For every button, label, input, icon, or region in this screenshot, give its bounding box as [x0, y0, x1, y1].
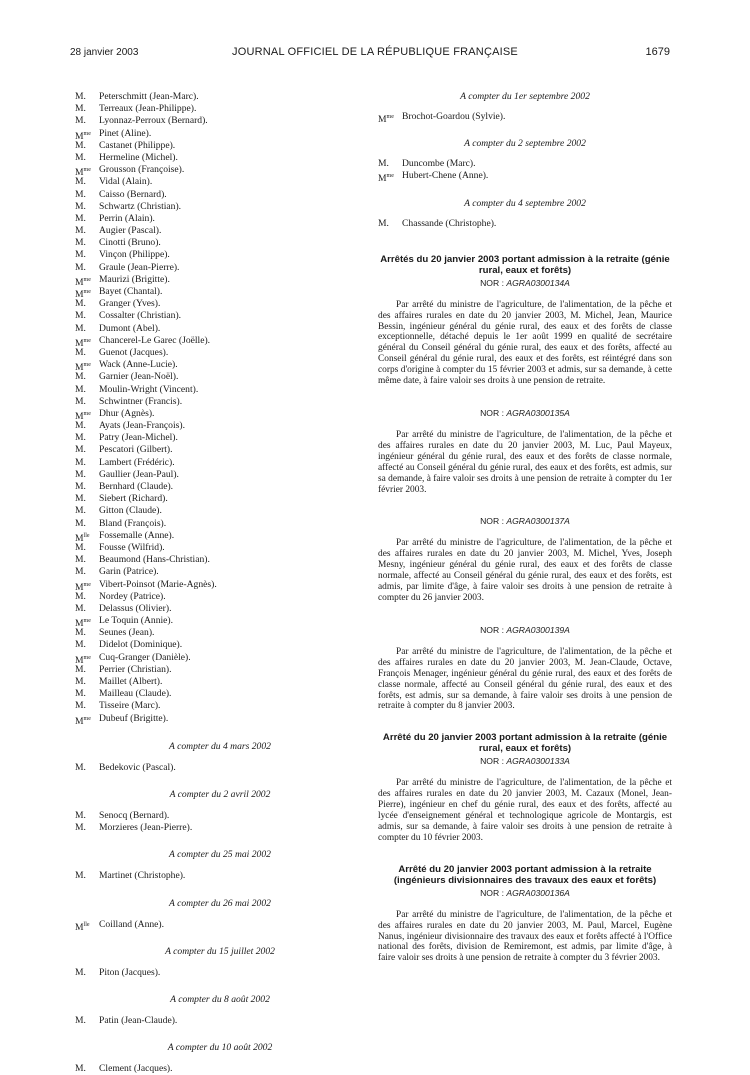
person-name: Vinçon (Philippe).	[99, 249, 170, 261]
civility: M.	[75, 493, 86, 505]
section-title: Arrêté du 20 janvier 2003 portant admission à la retraite (ingénieurs divisionnaires des travaux des eaux et forêts)	[393, 863, 657, 886]
person-name: Hubert-Chene (Anne).	[402, 170, 489, 182]
civility: $M^{me}$	[75, 581, 91, 593]
civility: $M^{me}$	[75, 654, 91, 666]
name-entry	[75, 505, 365, 517]
person-name: Schwintner (Francis).	[99, 395, 183, 407]
name-entry	[75, 530, 365, 542]
date-group	[378, 91, 672, 123]
person-name: Garnier (Jean-Noël).	[99, 371, 179, 383]
person-name: Fossemalle (Anne).	[99, 529, 175, 541]
person-name: Chancerel-Le Garec (Joëlle).	[99, 334, 211, 346]
person-name: Grousson (Françoise).	[99, 164, 185, 176]
decree-section	[378, 732, 672, 843]
header-date: 28 janvier 2003	[70, 47, 139, 58]
name-entry	[75, 554, 365, 566]
nor-code: AGRA0300135A	[506, 408, 570, 418]
person-name: Peterschmitt (Jean-Marc).	[99, 91, 199, 102]
retiree-name-list	[75, 91, 365, 725]
civility: M.	[75, 322, 86, 334]
name-entry	[378, 111, 672, 123]
person-name: Bernhard (Claude).	[99, 481, 174, 492]
civility: M.	[75, 310, 86, 322]
name-entry	[75, 1063, 365, 1075]
civility: M.	[75, 176, 86, 188]
civility: M.	[75, 870, 86, 882]
civility: M.	[378, 158, 389, 170]
person-name: Pinet (Aline).	[99, 127, 152, 139]
civility: M.	[378, 217, 389, 229]
decree-paragraph: Par arrêté du ministre de l'agriculture, de l'alimentation, de la pêche et des affaires rurales en date du 20 janvier 2003, M. Michel, Jean, Maurice Bessin, ingénieur général du génie rural, des eaux et des forêts de classe exceptionnelle, détaché depuis le 1er août 1999 en qualité de secrétaire général du Conseil général du génie rural, des eaux et des forêts, affecté au Conseil général du génie rural, des eaux et des forêts, est réintégré dans son corps d'origine à compter du 15 février 2003 et admis, sur sa demande, à cette même date, à faire valoir ses droits à une pension de retraite.	[378, 299, 672, 387]
decree-paragraph: Par arrêté du ministre de l'agriculture, de l'alimentation, de la pêche et des affaires rurales en date du 20 janvier 2003, M. Michel, Yves, Joseph Mesny, ingénieur général du génie rural, des eaux et des forêts de classe normale, affecté au Conseil général du génie rural, des eaux et des forêts, est admis, par limite d'âge, à faire valoir ses droits à une pension de retraite à compter du 26 janvier 2003.	[378, 538, 672, 603]
nor-label: NOR :	[480, 516, 507, 527]
name-entry	[75, 152, 365, 164]
nor-reference	[378, 756, 672, 766]
effective-date-heading: A compter du 1er septembre 2002	[460, 91, 590, 102]
name-entry	[75, 591, 365, 603]
civility: M.	[75, 1063, 86, 1075]
person-name: Siebert (Richard).	[99, 493, 168, 505]
civility: M.	[75, 505, 86, 517]
civility: M.	[75, 481, 86, 492]
civility: M.	[75, 346, 86, 358]
person-name: Chassande (Christophe).	[402, 217, 497, 229]
civility: M.	[75, 420, 86, 432]
person-name: Perrier (Christian).	[99, 663, 172, 675]
person-name: Brochot-Goardou (Sylvie).	[402, 111, 506, 122]
name-entry	[75, 384, 365, 396]
name-entry	[75, 274, 365, 286]
civility: M.	[75, 432, 86, 444]
name-entry	[75, 371, 365, 383]
date-group	[75, 898, 365, 931]
name-entry	[75, 432, 365, 444]
name-entry	[75, 542, 365, 554]
decree-paragraph: Par arrêté du ministre de l'agriculture, de l'alimentation, de la pêche et des affaires rurales en date du 20 janvier 2003, M. Luc, Paul Mayeux, ingénieur général du génie rural, des eaux et des forêts de classe normale, affecté au Conseil général du génie rural, des eaux et des forêts, est admis, sur sa demande, à faire valoir ses droits à une pension de retraite à compter du 1er février 2003.	[378, 430, 672, 495]
person-name: Didelot (Dominique).	[99, 639, 183, 651]
effective-date-heading: A compter du 2 septembre 2002	[464, 138, 586, 150]
effective-date-heading: A compter du 26 mai 2002	[169, 897, 271, 909]
civility: M.	[75, 809, 86, 821]
page-number: 1679	[645, 46, 670, 58]
name-entry	[75, 262, 365, 274]
person-name: Maurizi (Brigitte).	[99, 273, 170, 285]
name-entry	[75, 688, 365, 700]
civility: M.	[75, 676, 86, 687]
name-entry	[75, 676, 365, 688]
person-name: Clement (Jacques).	[99, 1063, 173, 1075]
civility: M.	[75, 639, 86, 651]
name-entry	[75, 115, 365, 127]
person-name: Hermeline (Michel).	[99, 151, 178, 163]
nor-code: AGRA0300133A	[506, 756, 570, 767]
civility: $M^{me}$	[378, 173, 394, 185]
person-name: Le Toquin (Annie).	[99, 615, 174, 627]
date-group	[75, 994, 365, 1027]
name-entry	[75, 408, 365, 420]
name-entry	[75, 359, 365, 374]
person-name: Bedekovic (Pascal).	[99, 761, 176, 773]
nor-code: AGRA0300139A	[506, 624, 570, 635]
person-name: Gitton (Claude).	[99, 505, 162, 517]
name-entry	[75, 518, 365, 530]
name-entry	[75, 652, 365, 664]
person-name: Coilland (Anne).	[99, 918, 165, 930]
civility: M.	[75, 200, 86, 212]
left-dated-groups	[75, 741, 365, 1075]
civility: $M^{me}$	[75, 410, 91, 422]
nor-reference	[378, 888, 672, 898]
effective-date-heading: A compter du 25 mai 2002	[169, 849, 271, 861]
civility: M.	[75, 456, 86, 468]
civility: $M^{lle}$	[75, 921, 90, 933]
group-name-list	[75, 762, 365, 774]
name-entry	[75, 762, 365, 774]
person-name: Senocq (Bernard).	[99, 809, 170, 821]
civility: M.	[75, 188, 86, 200]
person-name: Cossalter (Christian).	[99, 310, 182, 322]
person-name: Piton (Jacques).	[99, 966, 161, 978]
civility: M.	[75, 966, 86, 978]
civility: $M^{me}$	[75, 362, 91, 374]
group-name-list	[75, 967, 365, 979]
name-entry	[75, 298, 365, 310]
name-entry	[75, 323, 365, 335]
person-name: Dhur (Agnès).	[99, 407, 155, 419]
date-group	[75, 1042, 365, 1075]
civility: M.	[75, 444, 86, 456]
person-name: Terreaux (Jean-Philippe).	[99, 103, 197, 115]
civility: M.	[75, 566, 86, 578]
person-name: Lambert (Frédéric).	[99, 456, 175, 468]
person-name: Nordey (Patrice).	[99, 590, 166, 602]
civility: M.	[75, 627, 86, 639]
nor-label: NOR :	[480, 277, 507, 288]
name-entry	[75, 664, 365, 676]
group-name-list	[75, 1063, 365, 1075]
civility: M.	[75, 663, 86, 675]
group-name-list	[378, 111, 672, 123]
civility: M.	[75, 91, 86, 102]
right-dated-groups	[378, 91, 672, 230]
name-entry	[75, 347, 365, 359]
person-name: Vibert-Poinsot (Marie-Agnès).	[99, 578, 217, 590]
civility: $M^{lle}$	[75, 532, 90, 544]
person-name: Castanet (Philippe).	[99, 139, 176, 151]
person-name: Wack (Anne-Lucie).	[99, 359, 178, 371]
date-group	[75, 789, 365, 834]
person-name: Patin (Jean-Claude).	[99, 1014, 178, 1026]
civility: M.	[75, 383, 86, 395]
section-title: Arrêtés du 20 janvier 2003 portant admission à la retraite (génie rural, eaux et forêts)	[380, 253, 670, 276]
civility: M.	[75, 115, 86, 127]
nor-label: NOR :	[480, 887, 507, 898]
civility: M.	[75, 298, 86, 310]
civility: M.	[75, 517, 86, 529]
name-entry	[75, 249, 365, 261]
group-name-list	[75, 870, 365, 882]
name-entry	[75, 822, 365, 834]
person-name: Granger (Yves).	[99, 298, 161, 310]
name-entry	[75, 713, 365, 725]
name-entry	[75, 103, 365, 115]
nor-label: NOR :	[480, 624, 507, 635]
person-name: Cinotti (Bruno).	[99, 237, 161, 249]
civility: $M^{me}$	[75, 130, 91, 142]
civility: M.	[75, 590, 86, 602]
name-entry	[75, 225, 365, 237]
name-entry	[75, 469, 365, 481]
civility: M.	[75, 212, 86, 224]
civility: M.	[75, 688, 86, 700]
name-entry	[75, 919, 365, 931]
page-header	[0, 0, 750, 60]
right-column	[378, 91, 672, 964]
civility: $M^{me}$	[75, 276, 91, 288]
decree-sections	[378, 254, 672, 965]
civility: M.	[75, 822, 86, 834]
group-name-list	[75, 919, 365, 931]
name-entry	[378, 158, 672, 170]
civility: M.	[75, 225, 86, 237]
civility: M.	[75, 554, 86, 566]
civility: M.	[75, 700, 86, 712]
decree-section	[378, 254, 672, 713]
civility: M.	[75, 468, 86, 480]
civility: $M^{me}$	[75, 715, 91, 727]
name-entry	[75, 286, 365, 298]
person-name: Maillet (Albert).	[99, 676, 163, 687]
civility: M.	[75, 151, 86, 163]
group-name-list	[378, 158, 672, 185]
civility: M.	[75, 139, 86, 151]
group-name-list	[378, 218, 672, 230]
name-entry	[75, 140, 365, 152]
name-entry	[75, 627, 365, 639]
name-entry	[75, 1015, 365, 1027]
section-title: Arrêté du 20 janvier 2003 portant admission à la retraite (génie rural, eaux et forêts)	[382, 732, 668, 755]
civility: M.	[75, 541, 86, 553]
group-name-list	[75, 1015, 365, 1027]
name-entry	[75, 176, 365, 188]
name-entry	[75, 420, 365, 432]
nor-reference	[378, 625, 672, 635]
person-name: Vidal (Alain).	[99, 176, 153, 188]
date-group	[378, 198, 672, 230]
name-entry	[75, 493, 365, 505]
person-name: Delassus (Olivier).	[99, 602, 172, 614]
decree-paragraph: Par arrêté du ministre de l'agriculture, de l'alimentation, de la pêche et des affaires rurales en date du 20 janvier 2003, M. Paul, Marcel, Eugène Nanus, ingénieur divisionnaire des travaux des eaux et forêts affecté à l'Office national des forêts, division de Remiremont, est admis, par limite d'âge, à faire valoir ses droits à une pension de retraite à compter du 3 février 2003.	[378, 909, 672, 964]
name-entry	[75, 603, 365, 615]
nor-reference	[378, 516, 672, 526]
group-name-list	[75, 810, 365, 834]
person-name: Dubeuf (Brigitte).	[99, 712, 169, 724]
person-name: Beaumond (Hans-Christian).	[99, 554, 210, 566]
person-name: Guenot (Jacques).	[99, 346, 169, 358]
person-name: Cuq-Granger (Danièle).	[99, 651, 191, 663]
effective-date-heading: A compter du 15 juillet 2002	[165, 945, 275, 957]
name-entry	[75, 579, 365, 591]
person-name: Graule (Jean-Pierre).	[99, 261, 180, 273]
journal-title: JOURNAL OFFICIEL DE LA RÉPUBLIQUE FRANÇAISE	[232, 46, 518, 58]
civility: M.	[75, 602, 86, 614]
person-name: Duncombe (Marc).	[402, 158, 476, 170]
name-entry	[75, 481, 365, 493]
name-entry	[378, 218, 672, 230]
nor-code: AGRA0300134A	[506, 277, 570, 288]
name-entry	[75, 164, 365, 179]
name-entry	[75, 566, 365, 578]
left-column	[75, 91, 365, 1075]
person-name: Bland (François).	[99, 517, 167, 529]
person-name: Seunes (Jean).	[99, 627, 155, 639]
civility: M.	[75, 237, 86, 249]
person-name: Fousse (Wilfrid).	[99, 541, 165, 553]
date-group	[75, 849, 365, 882]
nor-reference	[378, 278, 672, 288]
effective-date-heading: A compter du 4 septembre 2002	[464, 197, 586, 209]
nor-label: NOR :	[480, 408, 507, 418]
civility: M.	[75, 395, 86, 407]
name-entry	[75, 639, 365, 651]
civility: $M^{me}$	[378, 114, 394, 125]
name-entry	[75, 237, 365, 249]
person-name: Lyonnaz-Perroux (Bernard).	[99, 115, 208, 127]
name-entry	[75, 91, 365, 103]
person-name: Gaullier (Jean-Paul).	[99, 468, 179, 480]
name-entry	[75, 201, 365, 213]
civility: M.	[75, 249, 86, 261]
name-entry	[75, 615, 365, 630]
name-entry	[75, 967, 365, 979]
person-name: Perrin (Alain).	[99, 212, 155, 224]
name-entry	[75, 213, 365, 225]
effective-date-heading: A compter du 10 août 2002	[167, 1042, 273, 1054]
effective-date-heading: A compter du 4 mars 2002	[169, 740, 271, 752]
name-entry	[75, 700, 365, 712]
effective-date-heading: A compter du 2 avril 2002	[169, 788, 271, 800]
nor-label: NOR :	[480, 756, 507, 767]
name-entry	[75, 189, 365, 201]
civility: $M^{me}$	[75, 337, 91, 349]
date-group	[75, 741, 365, 774]
person-name: Tisseire (Marc).	[99, 700, 161, 712]
person-name: Ayats (Jean-François).	[99, 420, 185, 432]
name-entry	[75, 310, 365, 322]
name-entry	[75, 128, 365, 140]
name-entry	[75, 457, 365, 469]
person-name: Martinet (Christophe).	[99, 870, 186, 882]
person-name: Patry (Jean-Michel).	[99, 432, 178, 444]
name-entry	[75, 335, 365, 347]
name-entry	[75, 444, 365, 456]
decree-section	[378, 864, 672, 965]
civility: M.	[75, 371, 86, 383]
person-name: Moulin-Wright (Vincent).	[99, 383, 199, 395]
civility: $M^{me}$	[75, 289, 91, 300]
civility: M.	[75, 103, 86, 115]
person-name: Pescatori (Gilbert).	[99, 444, 173, 456]
person-name: Dumont (Abel).	[99, 322, 161, 334]
date-group	[378, 138, 672, 185]
person-name: Bayet (Chantal).	[99, 286, 163, 297]
name-entry	[75, 396, 365, 408]
name-entry	[75, 810, 365, 822]
decree-paragraph: Par arrêté du ministre de l'agriculture, de l'alimentation, de la pêche et des affaires rurales en date du 20 janvier 2003, M. Cazaux (Monel, Jean-Pierre), ingénieur en chef du génie rural, des eaux et des forêts, affecté au lycée d'enseignement général et technologique agricole de Montargis, est admis, sur sa demande, à faire valoir ses droits à une pension de retraite à compter du 10 février 2003.	[378, 778, 672, 843]
person-name: Morzieres (Jean-Pierre).	[99, 822, 193, 834]
civility: M.	[75, 761, 86, 773]
decree-paragraph: Par arrêté du ministre de l'agriculture, de l'alimentation, de la pêche et des affaires rurales en date du 20 janvier 2003, M. Jean-Claude, Octave, François Menager, ingénieur général du génie rural, des eaux et des forêts de classe normale, affecté au Conseil général du génie rural, des eaux et des forêts, est admis, sur sa demande, à faire valoir ses droits à une pension de retraite à compter du 8 janvier 2003.	[378, 646, 672, 712]
person-name: Caisso (Bernard).	[99, 188, 167, 200]
nor-code: AGRA0300136A	[506, 887, 570, 898]
name-entry	[378, 170, 672, 185]
date-group	[75, 946, 365, 979]
effective-date-heading: A compter du 8 août 2002	[170, 993, 270, 1005]
nor-code: AGRA0300137A	[506, 516, 570, 527]
person-name: Augier (Pascal).	[99, 225, 162, 237]
name-entry	[75, 870, 365, 882]
person-name: Mailleau (Claude).	[99, 688, 172, 700]
civility: M.	[75, 1014, 86, 1026]
civility: $M^{me}$	[75, 618, 91, 630]
person-name: Garin (Patrice).	[99, 566, 159, 578]
civility: M.	[75, 261, 86, 273]
civility: $M^{me}$	[75, 167, 91, 179]
person-name: Schwartz (Christian).	[99, 200, 182, 212]
nor-reference	[378, 408, 672, 418]
